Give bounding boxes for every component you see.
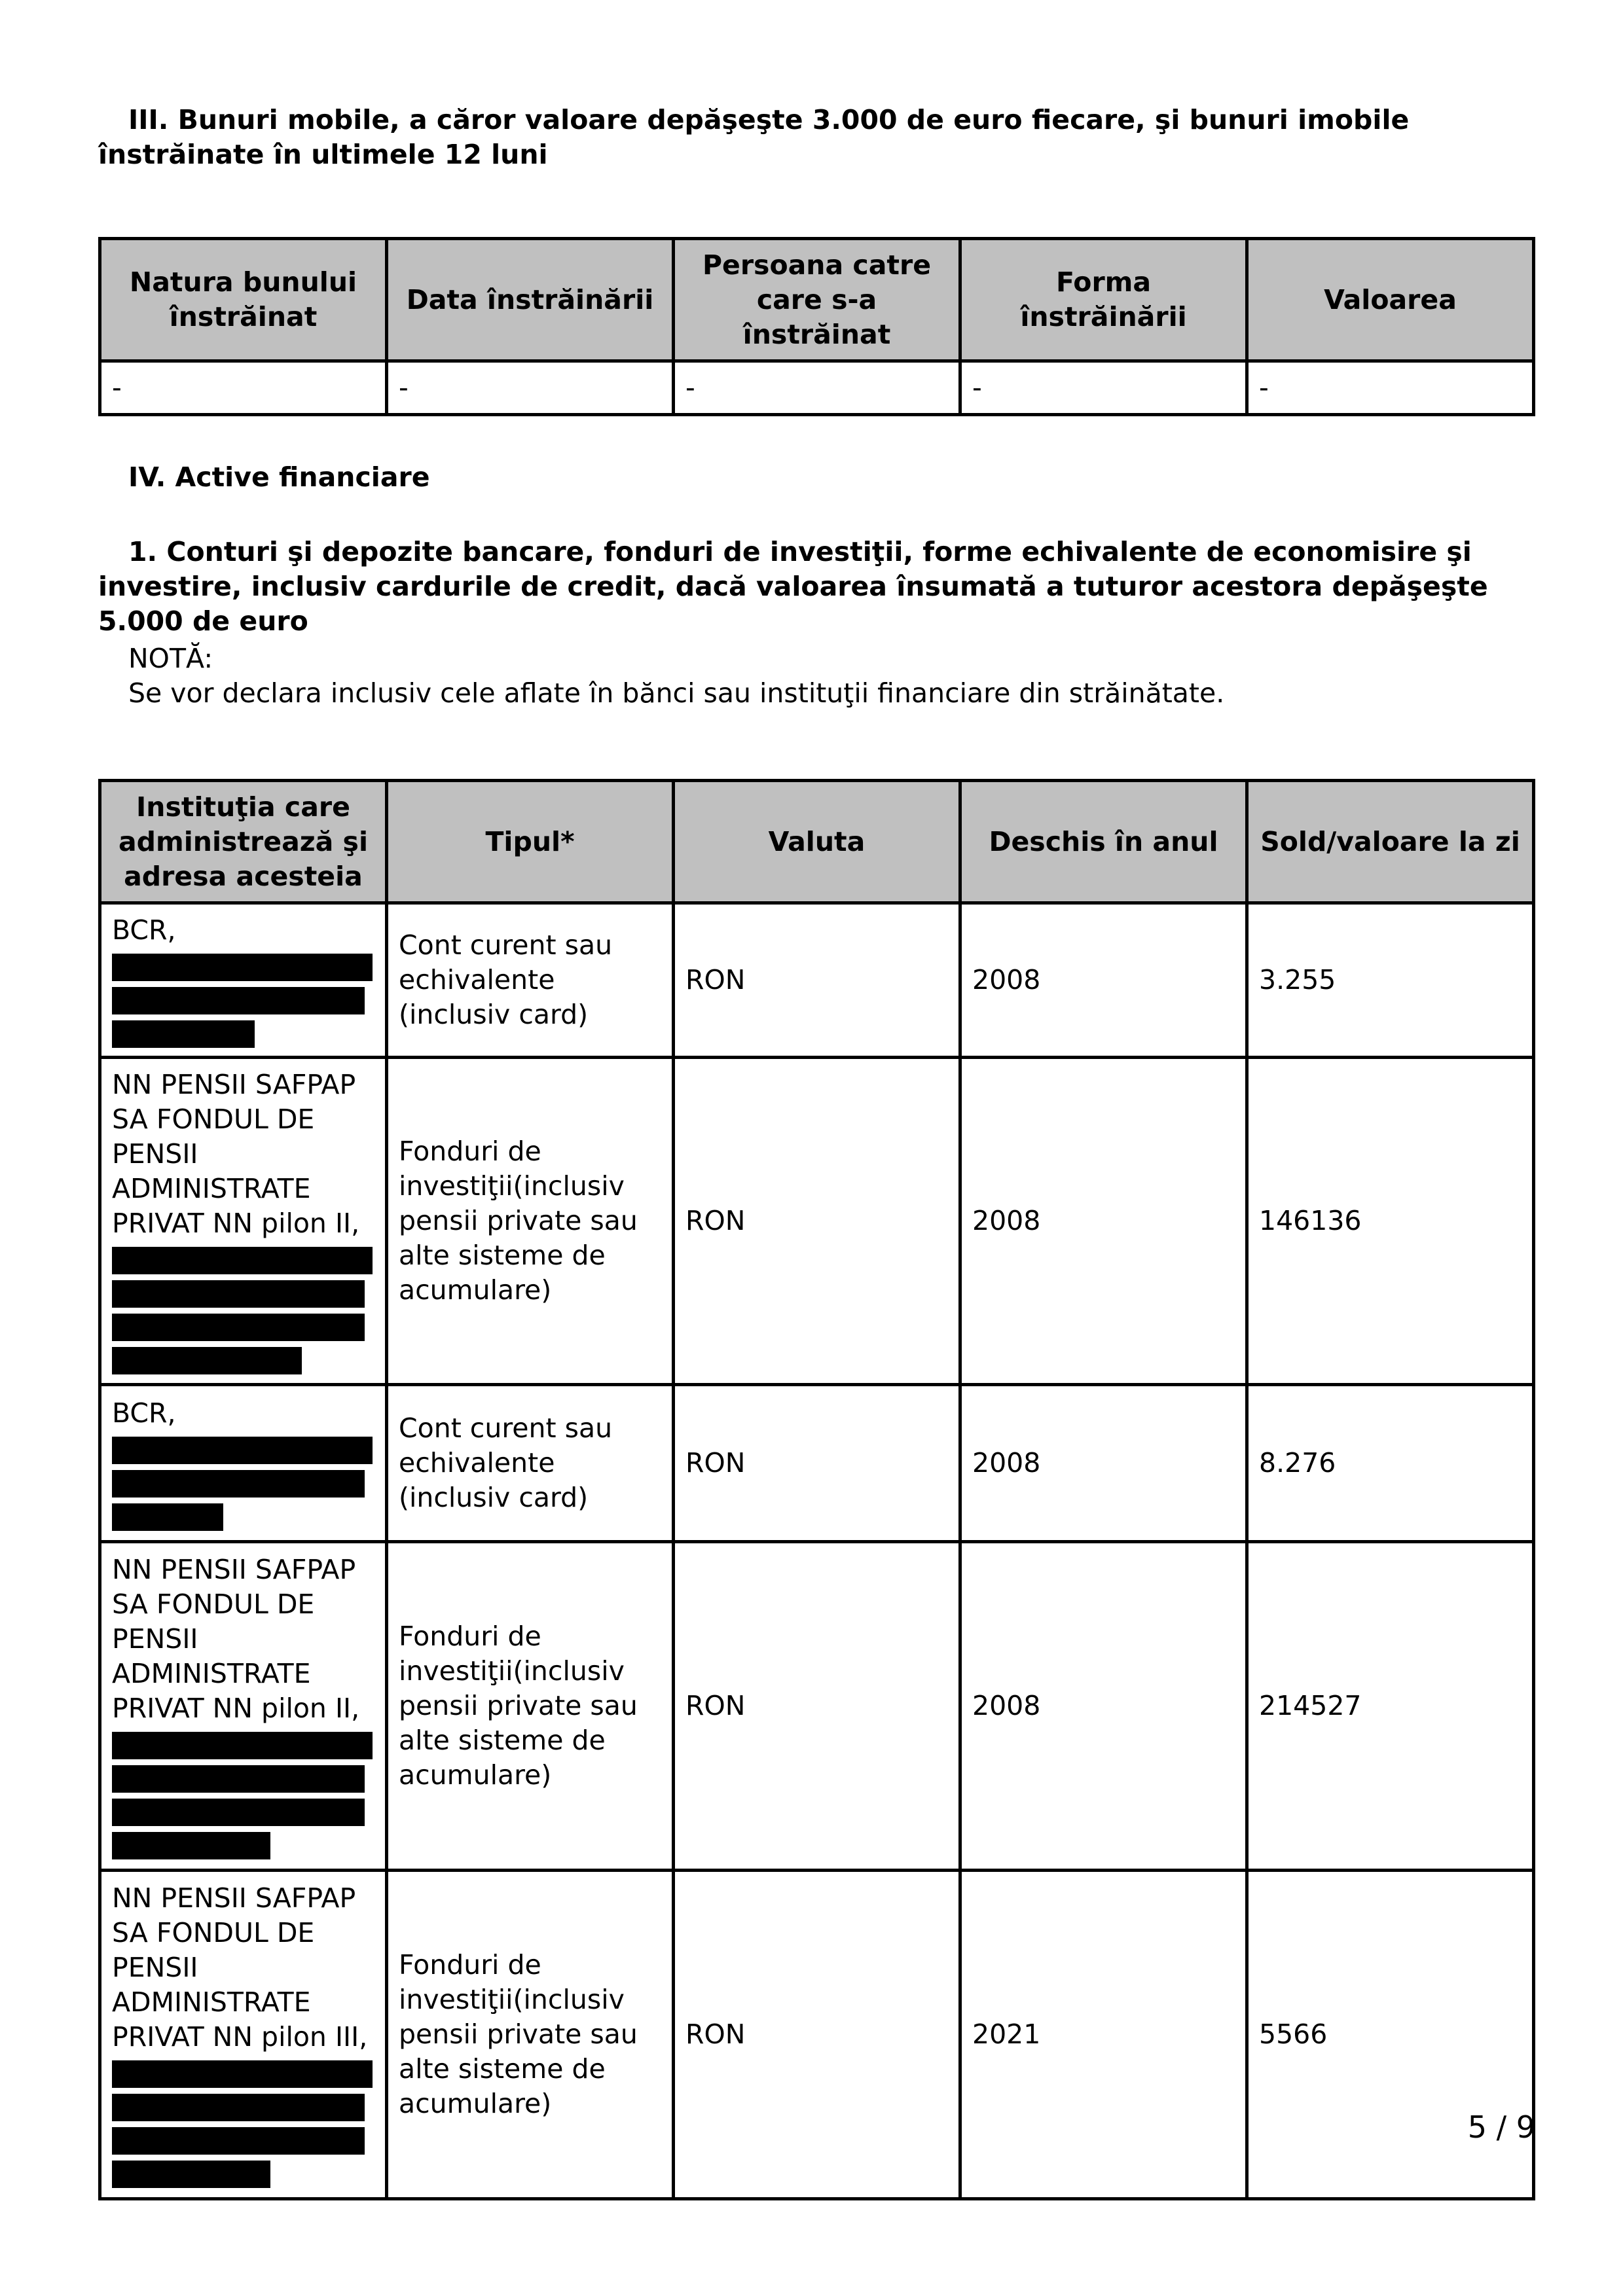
redacted-block (112, 2060, 373, 2088)
redacted-block (112, 1020, 255, 1048)
table-cell: - (100, 361, 387, 415)
type-cell: Cont curent sau echivalente (inclusiv card) (387, 903, 674, 1058)
institution-cell (100, 1542, 387, 1871)
column-header: Persoana catre care s-a înstrăinat (674, 239, 960, 361)
balance-cell: 8.276 (1247, 1385, 1534, 1542)
year-cell: 2008 (960, 903, 1247, 1058)
section-4-heading: IV. Active financiare (128, 461, 430, 493)
institution-name: NN PENSII SAFPAP SA FONDUL DE PENSII ADMINISTRATE PRIVAT NN pilon III, (112, 1882, 368, 2053)
redacted-block (112, 1503, 223, 1531)
currency-cell: RON (674, 1871, 960, 2199)
institution-cell (100, 1385, 387, 1542)
balance-cell: 3.255 (1247, 903, 1534, 1058)
currency-cell: RON (674, 1542, 960, 1871)
currency-cell: RON (674, 903, 960, 1058)
financial-assets-table (98, 779, 1535, 2200)
institution-name: NN PENSII SAFPAP SA FONDUL DE PENSII ADMINISTRATE PRIVAT NN pilon II, (112, 1069, 360, 1239)
year-cell: 2008 (960, 1058, 1247, 1385)
table-cell: - (674, 361, 960, 415)
column-header: Sold/valoare la zi (1247, 781, 1534, 903)
table-row (100, 1058, 1534, 1385)
note-label: NOTĂ: (128, 643, 213, 674)
section-3-heading: III. Bunuri mobile, a căror valoare depăşeşte 3.000 de euro fiecare, şi bunuri imobile înstrăinate în ultimele 12 luni (98, 104, 1410, 170)
table-cell: - (1247, 361, 1534, 415)
type-cell: Fonduri de investiţii(inclusiv pensii private sau alte sisteme de acumulare) (387, 1871, 674, 2199)
redacted-block (112, 1280, 365, 1308)
subsection-1-heading: 1. Conturi şi depozite bancare, fonduri de investiţii, forme echivalente de economisire şi investire, inclusiv cardurile de credit, dacă valoarea însumată a tuturor acestora depăşeşte 5.000 de euro (98, 536, 1488, 637)
redacted-block (112, 1314, 365, 1341)
redacted-block (112, 987, 365, 1014)
year-cell: 2008 (960, 1542, 1247, 1871)
table-row (100, 1385, 1534, 1542)
institution-cell (100, 903, 387, 1058)
institution-name: NN PENSII SAFPAP SA FONDUL DE PENSII ADMINISTRATE PRIVAT NN pilon II, (112, 1554, 360, 1724)
table-cell: - (387, 361, 674, 415)
table-row (100, 1542, 1534, 1871)
alienated-goods-table (98, 237, 1535, 416)
redacted-block (112, 954, 373, 981)
column-header: Natura bunului înstrăinat (100, 239, 387, 361)
table-header-row (100, 781, 1534, 903)
redacted-block (112, 2094, 365, 2121)
balance-cell: 5566 (1247, 1871, 1534, 2199)
note-text: Se vor declara inclusiv cele aflate în bănci sau instituţii financiare din străinătate. (128, 677, 1225, 709)
column-header: Instituţia care administrează şi adresa acesteia (100, 781, 387, 903)
table-header-row (100, 239, 1534, 361)
redacted-block (112, 1799, 365, 1826)
redacted-block (112, 1765, 365, 1793)
table-cell: - (960, 361, 1247, 415)
year-cell: 2021 (960, 1871, 1247, 2199)
redacted-block (112, 1832, 270, 1859)
currency-cell: RON (674, 1058, 960, 1385)
type-cell: Fonduri de investiţii(inclusiv pensii private sau alte sisteme de acumulare) (387, 1058, 674, 1385)
table-row (100, 903, 1534, 1058)
column-header: Valoarea (1247, 239, 1534, 361)
column-header: Forma înstrăinării (960, 239, 1247, 361)
institution-name: BCR, (112, 1397, 176, 1429)
redacted-block (112, 2127, 365, 2155)
type-cell: Cont curent sau echivalente (inclusiv card) (387, 1385, 674, 1542)
column-header: Deschis în anul (960, 781, 1247, 903)
page-number: 5 / 9 (1467, 2109, 1535, 2145)
redacted-block (112, 1470, 365, 1498)
column-header: Tipul* (387, 781, 674, 903)
redacted-block (112, 1347, 302, 1374)
redacted-block (112, 2161, 270, 2188)
balance-cell: 214527 (1247, 1542, 1534, 1871)
column-header: Valuta (674, 781, 960, 903)
redacted-block (112, 1437, 373, 1464)
column-header: Data înstrăinării (387, 239, 674, 361)
institution-name: BCR, (112, 914, 176, 946)
table-row (100, 361, 1534, 415)
table-row (100, 1871, 1534, 2199)
balance-cell: 146136 (1247, 1058, 1534, 1385)
year-cell: 2008 (960, 1385, 1247, 1542)
type-cell: Fonduri de investiţii(inclusiv pensii private sau alte sisteme de acumulare) (387, 1542, 674, 1871)
redacted-block (112, 1247, 373, 1274)
institution-cell (100, 1871, 387, 2199)
currency-cell: RON (674, 1385, 960, 1542)
redacted-block (112, 1732, 373, 1759)
institution-cell (100, 1058, 387, 1385)
